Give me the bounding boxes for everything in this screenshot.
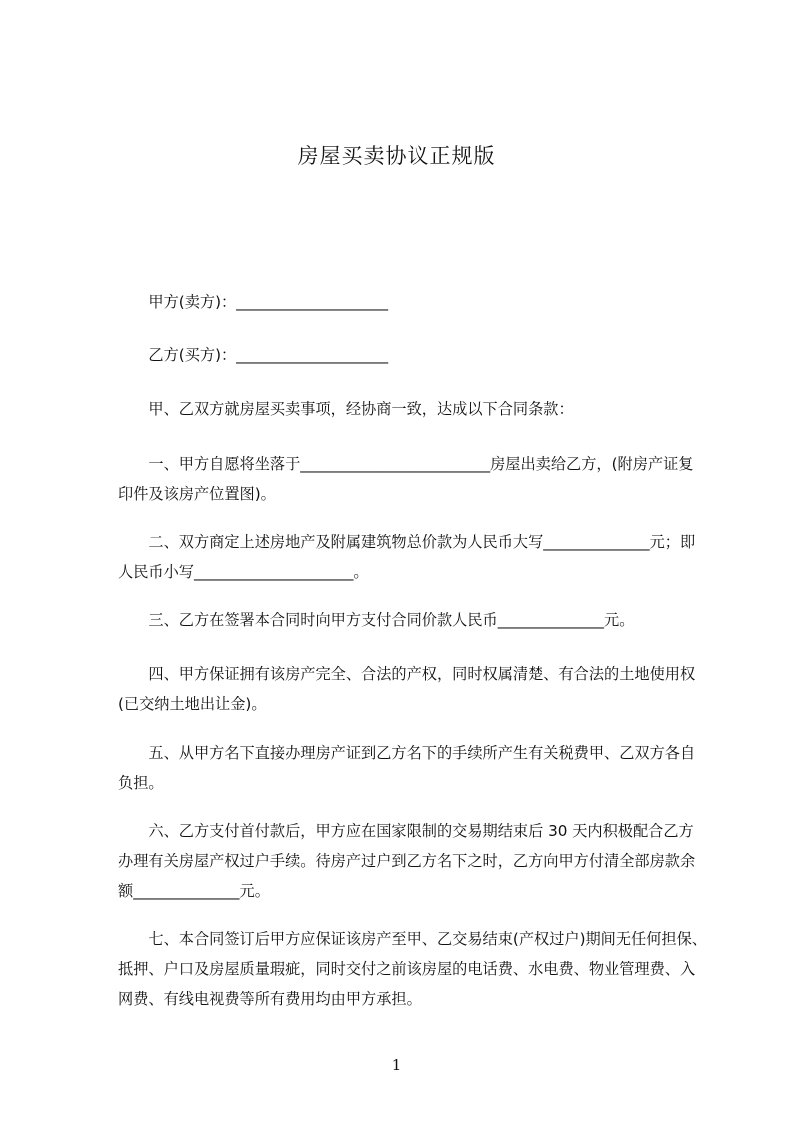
clause-5: 五、从甲方名下直接办理房产证到乙方名下的手续所产生有关税费甲、乙双方各自负担。	[118, 744, 696, 792]
clause-3: 三、乙方在签署本合同时向甲方支付合同价款人民币______________元。	[148, 611, 635, 629]
clause-6: 六、乙方支付首付款后，甲方应在国家限制的交易期结束后 30 天内积极配合乙方办理有关房屋产权过户手续。待房产过户到乙方名下之时，乙方向甲方付清全部房款余额______________元。	[118, 822, 696, 900]
page-number: 1	[391, 1056, 402, 1074]
document-title: 房屋买卖协议正规版	[297, 144, 496, 168]
party-b-line: 乙方(买方)：____________________	[148, 346, 389, 364]
agreement-intro: 甲、乙双方就房屋买卖事项，经协商一致，达成以下合同条款：	[148, 400, 574, 418]
clause-7: 七、本合同签订后甲方应保证该房产至甲、乙交易结束(产权过户)期间无任何担保、抵押、户口及房屋质量瑕疵，同时交付之前该房屋的电话费、水电费、物业管理费、入网费、有线电视费等所有费用均由甲方承担。	[118, 930, 707, 1008]
clause-4: 四、甲方保证拥有该房产完全、合法的产权，同时权属清楚、有合法的土地使用权(已交纳土地出让金)。	[118, 665, 696, 713]
clause-1: 一、甲方自愿将坐落于_________________________房屋出卖给乙方，(附房产证复印件及该房产位置图)。	[118, 455, 694, 503]
clause-2: 二、双方商定上述房地产及附属建筑物总价款为人民币大写______________元；即人民币小写_____________________。	[118, 533, 696, 581]
party-a-line: 甲方(卖方)：____________________	[148, 293, 389, 311]
